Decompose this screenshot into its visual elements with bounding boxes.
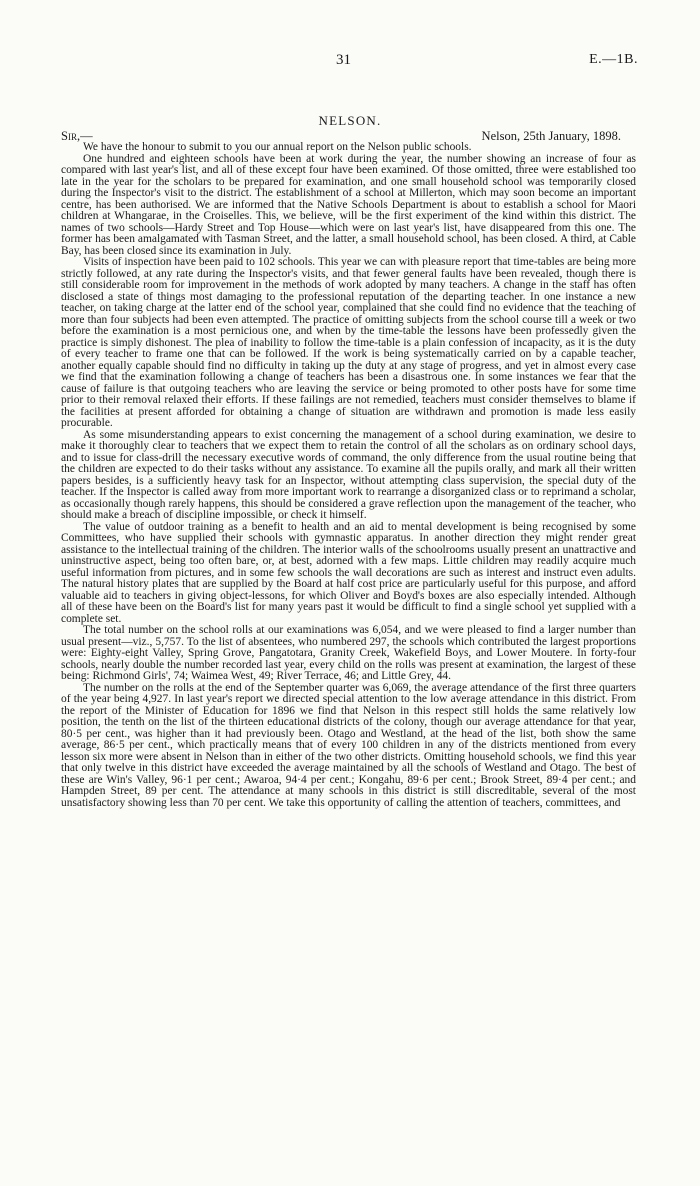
salutation: Sir,— [61, 129, 93, 143]
paragraph: As some misunderstanding appears to exist concerning the management of a school during examination, we desire to make it thoroughly clear to teachers that we expect them to retain the control of all the scholars as on ordinary school days, and to issue for class-drill the necessary executive words of command, the only difference from the usual routine being that the children are expected to do their tasks without any assistance. To examine all the pupils orally, and mark all their written papers besides, is a sufficiently heavy task for an Inspector, without attempting class supervision, the special duty of the teacher. If the Inspector is called away from more important work to rearrange a disorganized class or to reprimand a scholar, as occasionally though rarely happens, this should be considered a grave reflection upon the management of the teacher, who should make a breach of discipline impossible, or check it himself. [61, 428, 636, 521]
paragraph: Visits of inspection have been paid to 102 schools. This year we can with pleasure report that time-tables are being more strictly followed, at any rate during the Inspector's visits, and that fewer general faults have been revealed, though there is still considerable room for improvement in the methods of work adopted by many teachers. A change in the staff has often disclosed a state of things most damaging to the professional reputation of the departing teacher. In one instance a new teacher, on taking charge at the latter end of the school year, complained that she could find no evidence that the teaching of more than four subjects had been even attempted. The practice of omitting subjects from the school course till a week or two before the examination is a most pernicious one, and when by the time-table the lessons have been professedly given the practice is simply dishonest. The plea of inability to follow the time-table is a plain confession of incapacity, as it is the duty of every teacher to frame one that can be followed. If the work is being systematically carried on by a capable teacher, another equally capable should find no difficulty in taking up the duty at any stage of progress, and yet in almost every case we find that the examination following a change of teachers has been a disastrous one. In some instances we fear that the cause of failure is that outgoing teachers who are leaving the service or being promoted to other posts have for some time prior to their removal relaxed their efforts. If these failings are not remedied, teachers must consider themselves to blame if the facilities at present afforded for obtaining a change of situation are withdrawn and promotion is made less easily procurable. [61, 256, 636, 429]
section-title: NELSON. [318, 113, 382, 128]
paragraph: The number on the rolls at the end of the September quarter was 6,069, the average attendance of the first three quarters of the year being 4,927. In last year's report we directed special attention to the low average attendance in this district. From the report of the Minister of Education for 1896 we find that Nelson in this respect still holds the same relatively low position, the tenth on the list of the thirteen educational districts of the colony, though our average attendance for that year, 80·5 per cent., was higher than it had previously been. Otago and Westland, at the head of the list, both show the same average, 86·5 per cent., which practically means that of every 100 children in any of the districts mentioned from every lesson six more were absent in Nelson than in either of the two other districts. Omitting household schools, we find this year that only twelve in this district have exceeded the average maintained by all the schools of Westland and Otago. The best of these are Win's Valley, 96·1 per cent.; Awaroa, 94·4 per cent.; Kongahu, 89·6 per cent.; Brook Street, 89·4 per cent.; and Hampden Street, 89 per cent. The attendance at many schools in this district is still discreditable, several of the most unsatisfactory showing less than 70 per cent. We take this opportunity of calling the attention of teachers, committees, and [61, 681, 636, 809]
paragraph: We have the honour to submit to you our annual report on the Nelson public schools. [83, 141, 472, 153]
paragraph: One hundred and eighteen schools have been at work during the year, the number showing an increase of four as compared with last year's list, and all of these except four have been examined. Of those omitted, three were established too late in the year for the scholars to be prepared for examination, and one small household school was temporarily closed during the Inspector's visit to the district. The establishment of a school at Millerton, which may soon become an important centre, has been authorised. We are informed that the Native Schools Department is about to establish a school for Maori children at Whangarae, in the Croiselles. This, we believe, will be the first experiment of the kind within this district. The names of two schools—Hardy Street and Top House—which were on last year's list, have disappeared from this one. The former has been amalgamated with Tasman Street, and the latter, a small household school, has been closed. A third, at Cable Bay, has been closed since its examination in July. [61, 152, 636, 257]
dateline: Nelson, 25th January, 1898. [481, 129, 621, 143]
report-body [61, 142, 636, 809]
page-number: 31 [336, 52, 351, 68]
page-header [0, 52, 700, 72]
paragraph: The total number on the school rolls at our examinations was 6,054, and we were pleased to find a larger number than usual present—viz., 5,757. To the list of absentees, who numbered 297, the schools which contributed the largest proportions were: Eighty-eight Valley, Spring Grove, Pangatotara, Granity Creek, Wakefield Boys, and Lower Moutere. In forty-four schools, nearly double the number recorded last year, every child on the rolls was present at examination, the largest of these being: Richmond Girls', 74; Waimea West, 49; River Terrace, 46; and Little Grey, 44. [61, 624, 636, 682]
paragraph: The value of outdoor training as a benefit to health and an aid to mental development is being recognised by some Committees, who have supplied their schools with gymnastic apparatus. In another direction they might render great assistance to the intellectual training of the children. The interior walls of the schoolrooms usually present an unattractive and uninstructive aspect, being too often bare, or, at best, adorned with a few maps. Little children may readily acquire much useful information from pictures, and in some few schools the wall decorations are such as interest and instruct even adults. The natural history plates that are supplied by the Board at half cost price are particularly useful for this purpose, and afford valuable aid to teachers in giving object-lessons, for which Oliver and Boyd's boxes are also especially intended. Although all of these have been on the Board's list for many years past it would be difficult to find a single school yet supplied with a complete set. [61, 520, 636, 625]
document-reference: E.—1B. [589, 52, 638, 67]
